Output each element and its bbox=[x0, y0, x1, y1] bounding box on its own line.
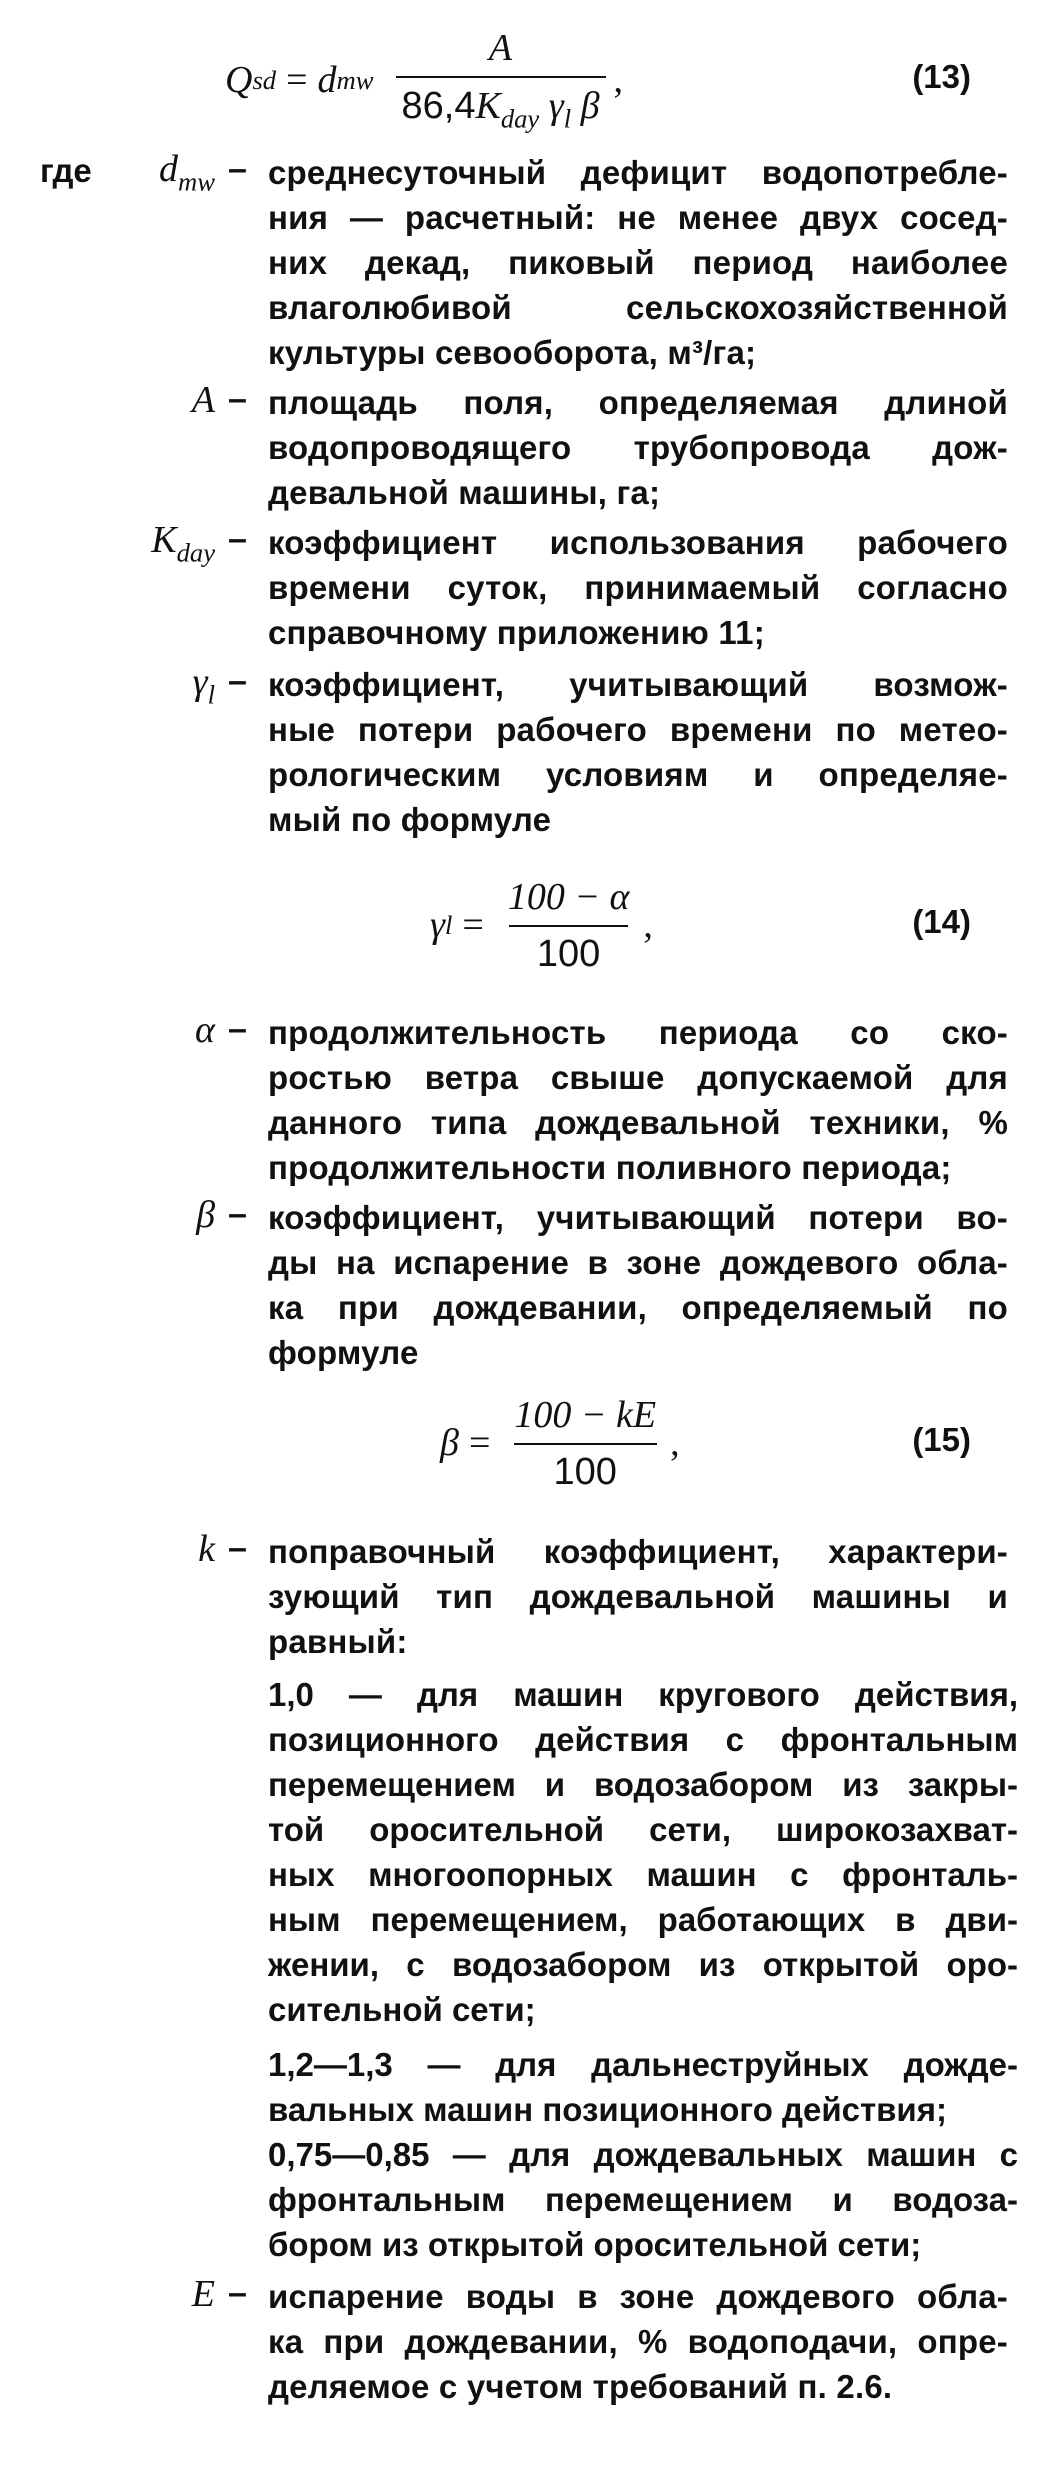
dash-k: – bbox=[228, 1529, 247, 1567]
symbol-kday-sub: day bbox=[176, 537, 215, 568]
symbol-a: A bbox=[191, 379, 215, 421]
case-line: 1,2—1,3 — для дальнеструйных дожде- bbox=[268, 2046, 1018, 2083]
symbol-k: k bbox=[198, 1528, 215, 1570]
definition-gamma bbox=[268, 662, 1008, 842]
f14-numerator: 100 − α bbox=[507, 875, 630, 918]
f13-coef-sub: mw bbox=[336, 64, 374, 95]
case-line: 0,75—0,85 — для дождевальных машин с bbox=[268, 2136, 1018, 2173]
formula-13 bbox=[0, 20, 1061, 140]
equation-number-15: (15) bbox=[912, 1421, 971, 1458]
f13-lhs-sub: sd bbox=[252, 64, 277, 95]
definition-line: данного типа дождевальной техники, % bbox=[268, 1104, 1008, 1141]
f13-fraction bbox=[396, 26, 606, 134]
dash-dmw: – bbox=[228, 150, 247, 188]
f14-eq: = bbox=[462, 904, 484, 946]
case-line: вальных машин позиционного действия; bbox=[268, 2091, 947, 2128]
f15-fraction bbox=[508, 1393, 662, 1494]
f15-eq: = bbox=[468, 1422, 491, 1464]
formula-15-expression bbox=[440, 1383, 680, 1503]
symbol-beta: β bbox=[196, 1194, 215, 1236]
f15-denominator: 100 bbox=[514, 1443, 657, 1494]
formula-13-expression bbox=[225, 20, 623, 140]
f13-tail: , bbox=[613, 59, 624, 101]
definition-line: равный: bbox=[268, 1623, 408, 1660]
formula-15 bbox=[0, 1383, 1061, 1503]
symbol-e: E bbox=[191, 2273, 215, 2315]
case-line: фронтальным перемещением и водоза- bbox=[268, 2181, 1018, 2218]
definition-line: ростью ветра свыше допускаемой для bbox=[268, 1059, 1008, 1096]
definition-line: ка при дождевании, % водоподачи, опре- bbox=[268, 2323, 1008, 2360]
case-line: ных многоопорных машин с фронталь- bbox=[268, 1856, 1018, 1893]
symbol-dmw-sub: mw bbox=[178, 166, 215, 197]
definition-k bbox=[268, 1529, 1008, 1664]
k-case-1 bbox=[268, 1672, 1018, 2032]
case-line: бором из открытой оросительной сети; bbox=[268, 2226, 922, 2263]
f14-tail: , bbox=[643, 904, 653, 946]
definition-line: ды на испарение в зоне дождевого обла- bbox=[268, 1244, 1008, 1281]
symbol-alpha: α bbox=[195, 1009, 215, 1051]
f13-den-beta: β bbox=[580, 84, 600, 127]
case-line: жении, с водозабором из открытой оро- bbox=[268, 1946, 1018, 1983]
f14-fraction bbox=[502, 875, 636, 976]
f15-tail: , bbox=[670, 1422, 680, 1464]
f13-den-number: 86,4 bbox=[401, 84, 476, 127]
definition-line: них декад, пиковый период наиболее bbox=[268, 244, 1008, 281]
dash-beta: – bbox=[228, 1195, 247, 1233]
symbol-gamma-sub: l bbox=[207, 679, 215, 710]
case-line: ным перемещением, работающих в дви- bbox=[268, 1901, 1018, 1938]
definition-line: поправочный коэффициент, характери- bbox=[268, 1533, 1008, 1570]
definition-line: среднесуточный дефицит водопотребле- bbox=[268, 154, 1008, 191]
f13-den-k: K bbox=[475, 84, 501, 127]
f15-lhs: β bbox=[440, 1422, 459, 1464]
symbol-dmw bbox=[40, 147, 215, 197]
dash-gamma: – bbox=[228, 662, 247, 700]
f14-denominator: 100 bbox=[509, 925, 628, 976]
f13-den-gamma: γ bbox=[548, 84, 564, 127]
definition-dmw bbox=[268, 150, 1008, 375]
definition-line: коэффициент использования рабочего bbox=[268, 524, 1008, 561]
definition-line: ные потери рабочего времени по метео- bbox=[268, 711, 1008, 748]
definition-line: рологическим условиям и определяе- bbox=[268, 756, 1008, 793]
symbol-kday bbox=[40, 518, 215, 568]
definition-line: продолжительности поливного периода; bbox=[268, 1149, 952, 1186]
definition-kday bbox=[268, 520, 1008, 655]
formula-14 bbox=[0, 865, 1061, 985]
equation-number-13: (13) bbox=[912, 58, 971, 95]
f13-eq: = bbox=[286, 59, 308, 101]
definition-line: справочному приложению 11; bbox=[268, 614, 765, 651]
definition-line: испарение воды в зоне дождевого обла- bbox=[268, 2278, 1008, 2315]
definition-a bbox=[268, 380, 1008, 515]
symbol-kday-main: K bbox=[151, 519, 177, 561]
definition-line: культуры севооборота, м³/га; bbox=[268, 334, 757, 371]
symbol-dmw-main: d bbox=[159, 148, 179, 190]
definition-line: коэффициент, учитывающий возмож- bbox=[268, 666, 1008, 703]
definition-line: девальной машины, га; bbox=[268, 474, 661, 511]
definition-line: формуле bbox=[268, 1334, 419, 1371]
case-line: сительной сети; bbox=[268, 1991, 536, 2028]
definition-beta bbox=[268, 1195, 1008, 1375]
case-line: перемещением и водозабором из закры- bbox=[268, 1766, 1018, 1803]
dash-kday: – bbox=[228, 520, 247, 558]
equation-number-14: (14) bbox=[912, 903, 971, 940]
f14-lhs-sub: l bbox=[444, 909, 453, 940]
f14-lhs: γ bbox=[430, 904, 445, 946]
dash-alpha: – bbox=[228, 1010, 247, 1048]
f13-den-gamma-sub: l bbox=[563, 103, 572, 134]
definition-line: влаголюбивой сельскохозяйственной bbox=[268, 289, 1008, 326]
case-line: 1,0 — для машин кругового действия, bbox=[268, 1676, 1018, 1713]
definition-line: водопроводящего трубопровода дож- bbox=[268, 429, 1008, 466]
definition-line: ния — расчетный: не менее двух сосед- bbox=[268, 199, 1008, 236]
definition-line: площадь поля, определяемая длиной bbox=[268, 384, 1008, 421]
case-line: той оросительной сети, широкозахват- bbox=[268, 1811, 1018, 1848]
k-case-3 bbox=[268, 2132, 1018, 2267]
definition-line: ка при дождевании, определяемый по bbox=[268, 1289, 1008, 1326]
f13-numerator: A bbox=[488, 26, 513, 69]
definition-line: продолжительность периода со ско- bbox=[268, 1014, 1008, 1051]
f13-coef: d bbox=[317, 59, 337, 101]
definition-line: зующий тип дождевальной машины и bbox=[268, 1578, 1008, 1615]
definition-line: деляемое с учетом требований п. 2.6. bbox=[268, 2368, 893, 2405]
dash-a: – bbox=[228, 380, 247, 418]
symbol-gamma-main: γ bbox=[192, 661, 208, 703]
where-label: где bbox=[40, 152, 92, 189]
definition-alpha bbox=[268, 1010, 1008, 1190]
definition-line: коэффициент, учитывающий потери во- bbox=[268, 1199, 1008, 1236]
case-line: позиционного действия с фронтальным bbox=[268, 1721, 1018, 1758]
f15-numerator: 100 − kE bbox=[514, 1393, 657, 1436]
definition-line: времени суток, принимаемый согласно bbox=[268, 569, 1008, 606]
f13-den-k-sub: day bbox=[500, 103, 540, 134]
f13-lhs: Q bbox=[225, 59, 253, 101]
symbol-gamma bbox=[40, 660, 215, 710]
definition-line: мый по формуле bbox=[268, 801, 552, 838]
definition-e bbox=[268, 2274, 1008, 2409]
formula-14-expression bbox=[430, 865, 653, 985]
f13-denominator bbox=[396, 76, 606, 134]
k-case-2 bbox=[268, 2042, 1018, 2132]
dash-e: – bbox=[228, 2274, 247, 2312]
